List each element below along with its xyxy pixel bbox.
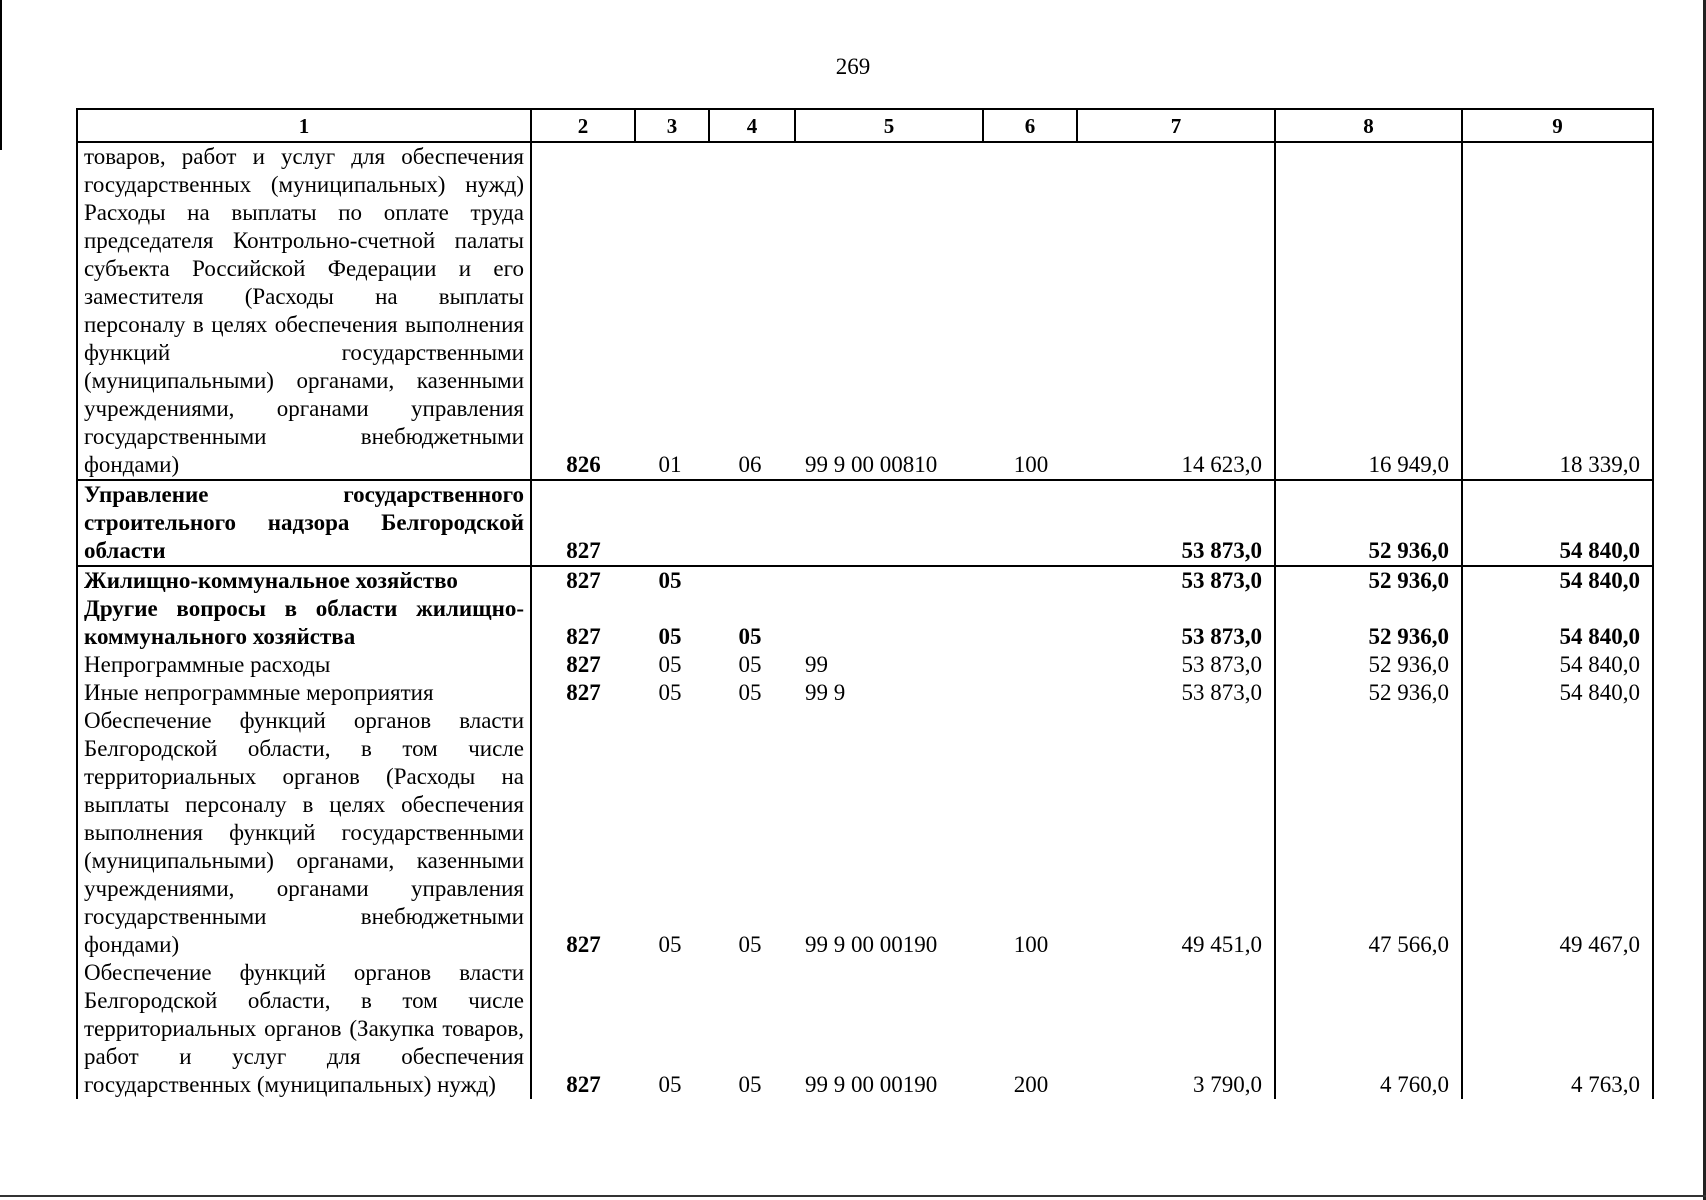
cell-section	[635, 480, 709, 566]
cell-expense-type	[983, 651, 1077, 679]
cell-amount-col7: 53 873,0	[1077, 651, 1275, 679]
column-header: 4	[709, 109, 795, 142]
cell-amount-col9: 54 840,0	[1462, 651, 1653, 679]
cell-section: 05	[658, 680, 682, 705]
cell-amount-col9: 54 840,0	[1462, 566, 1653, 595]
cell-section: 05	[658, 568, 682, 593]
cell-amount-col9: 54 840,0	[1462, 679, 1653, 707]
cell-amount-col7: 53 873,0	[1077, 595, 1275, 651]
cell-target-article: 99 9	[805, 680, 846, 705]
cell-admin-code: 827	[566, 568, 601, 593]
cell-amount-col8: 4 760,0	[1275, 959, 1462, 1099]
table-row	[77, 595, 1653, 651]
cell-admin-code: 827	[566, 624, 601, 649]
cell-target-article: 99 9 00 00190	[805, 932, 938, 957]
column-header: 9	[1462, 109, 1653, 142]
cell-expense-type	[983, 480, 1077, 566]
cell-amount-col8: 47 566,0	[1275, 707, 1462, 959]
cell-expense-type: 100	[1013, 932, 1049, 957]
row-description: Непрограммные расходы	[77, 651, 531, 679]
cell-amount-col7: 53 873,0	[1077, 566, 1275, 595]
row-description: Иные непрограммные мероприятия	[77, 679, 531, 707]
column-header: 1	[77, 109, 531, 142]
cell-admin-code: 827	[531, 480, 635, 566]
row-description: Жилищно-коммунальное хозяйство	[77, 566, 531, 595]
cell-amount-col8: 52 936,0	[1275, 595, 1462, 651]
cell-amount-col8: 52 936,0	[1275, 679, 1462, 707]
cell-subsection: 05	[738, 1072, 762, 1097]
row-description: товаров, работ и услуг для обеспечения государственных (муниципальных) нужд) Расходы на выплаты по оплате труда председателя Контрольно-счетной палаты субъекта Российской Федерации и его заместителя (Расходы на выплаты персоналу в целях обеспечения выполнения функций государственными (муниципальными) органами, казенными учреждениями, органами управления государственными внебюджетными фондами)	[77, 142, 531, 480]
cell-target-article	[795, 566, 983, 595]
table-row	[77, 679, 1653, 707]
cell-amount-col9: 54 840,0	[1462, 595, 1653, 651]
cell-amount-col9: 54 840,0	[1462, 480, 1653, 566]
cell-amount-col8: 52 936,0	[1275, 480, 1462, 566]
cell-amount-col7: 53 873,0	[1077, 480, 1275, 566]
cell-subsection	[709, 480, 795, 566]
cell-admin-code: 827	[566, 680, 601, 705]
cell-expense-type	[983, 566, 1077, 595]
row-description: Другие вопросы в области жилищно-коммунального хозяйства	[77, 595, 531, 651]
cell-amount-col7: 49 451,0	[1077, 707, 1275, 959]
page-number: 269	[835, 54, 871, 79]
table-row	[77, 651, 1653, 679]
cell-target-article	[795, 480, 983, 566]
scan-edge-bottom	[0, 1195, 1706, 1197]
cell-expense-type	[983, 595, 1077, 651]
cell-subsection: 06	[709, 142, 795, 480]
cell-amount-col7: 14 623,0	[1077, 142, 1275, 480]
table-row	[77, 566, 1653, 595]
column-header: 8	[1275, 109, 1462, 142]
cell-expense-type	[983, 679, 1077, 707]
row-description: Обеспечение функций органов власти Белгородской области, в том числе территориальных органов (Расходы на выплаты персоналу в целях обеспечения выполнения функций государственными (муниципальными) органами, казенными учреждениями, органами управления государственными внебюджетными фондами)	[77, 707, 531, 959]
column-header: 6	[983, 109, 1077, 142]
column-header: 2	[531, 109, 635, 142]
table-row	[77, 707, 1653, 959]
cell-expense-type: 100	[983, 142, 1077, 480]
cell-target-article: 99 9 00 00190	[805, 1072, 938, 1097]
cell-admin-code: 827	[566, 932, 601, 957]
cell-subsection: 05	[738, 932, 762, 957]
cell-amount-col8: 52 936,0	[1275, 566, 1462, 595]
cell-amount-col8: 16 949,0	[1275, 142, 1462, 480]
table-row	[77, 959, 1653, 1099]
cell-section: 05	[658, 1072, 682, 1097]
cell-amount-col9: 4 763,0	[1462, 959, 1653, 1099]
table-row	[77, 142, 1653, 480]
table-row	[77, 480, 1653, 566]
cell-target-article: 99 9 00 00810	[795, 142, 983, 480]
cell-section: 05	[658, 932, 682, 957]
cell-admin-code: 827	[566, 652, 601, 677]
budget-table	[76, 108, 1654, 1099]
cell-admin-code: 826	[531, 142, 635, 480]
cell-section: 05	[658, 624, 682, 649]
cell-target-article	[795, 595, 983, 651]
column-header: 3	[635, 109, 709, 142]
table-header-row	[77, 109, 1653, 142]
column-header: 7	[1077, 109, 1275, 142]
cell-amount-col7: 3 790,0	[1077, 959, 1275, 1099]
cell-amount-col9: 18 339,0	[1462, 142, 1653, 480]
cell-section: 01	[635, 142, 709, 480]
cell-section: 05	[658, 652, 682, 677]
cell-target-article: 99	[805, 652, 828, 677]
cell-amount-col9: 49 467,0	[1462, 707, 1653, 959]
cell-amount-col8: 52 936,0	[1275, 651, 1462, 679]
cell-subsection: 05	[738, 652, 762, 677]
cell-subsection: 05	[738, 680, 762, 705]
column-header: 5	[795, 109, 983, 142]
row-description: Управление государственного строительного надзора Белгородской области	[77, 480, 531, 566]
cell-subsection	[709, 566, 795, 595]
cell-expense-type: 200	[1013, 1072, 1049, 1097]
cell-admin-code: 827	[566, 1072, 601, 1097]
cell-subsection: 05	[738, 624, 762, 649]
cell-amount-col7: 53 873,0	[1077, 679, 1275, 707]
row-description: Обеспечение функций органов власти Белгородской области, в том числе территориальных органов (Закупка товаров, работ и услуг для обеспечения государственных (муниципальных) нужд)	[77, 959, 531, 1099]
